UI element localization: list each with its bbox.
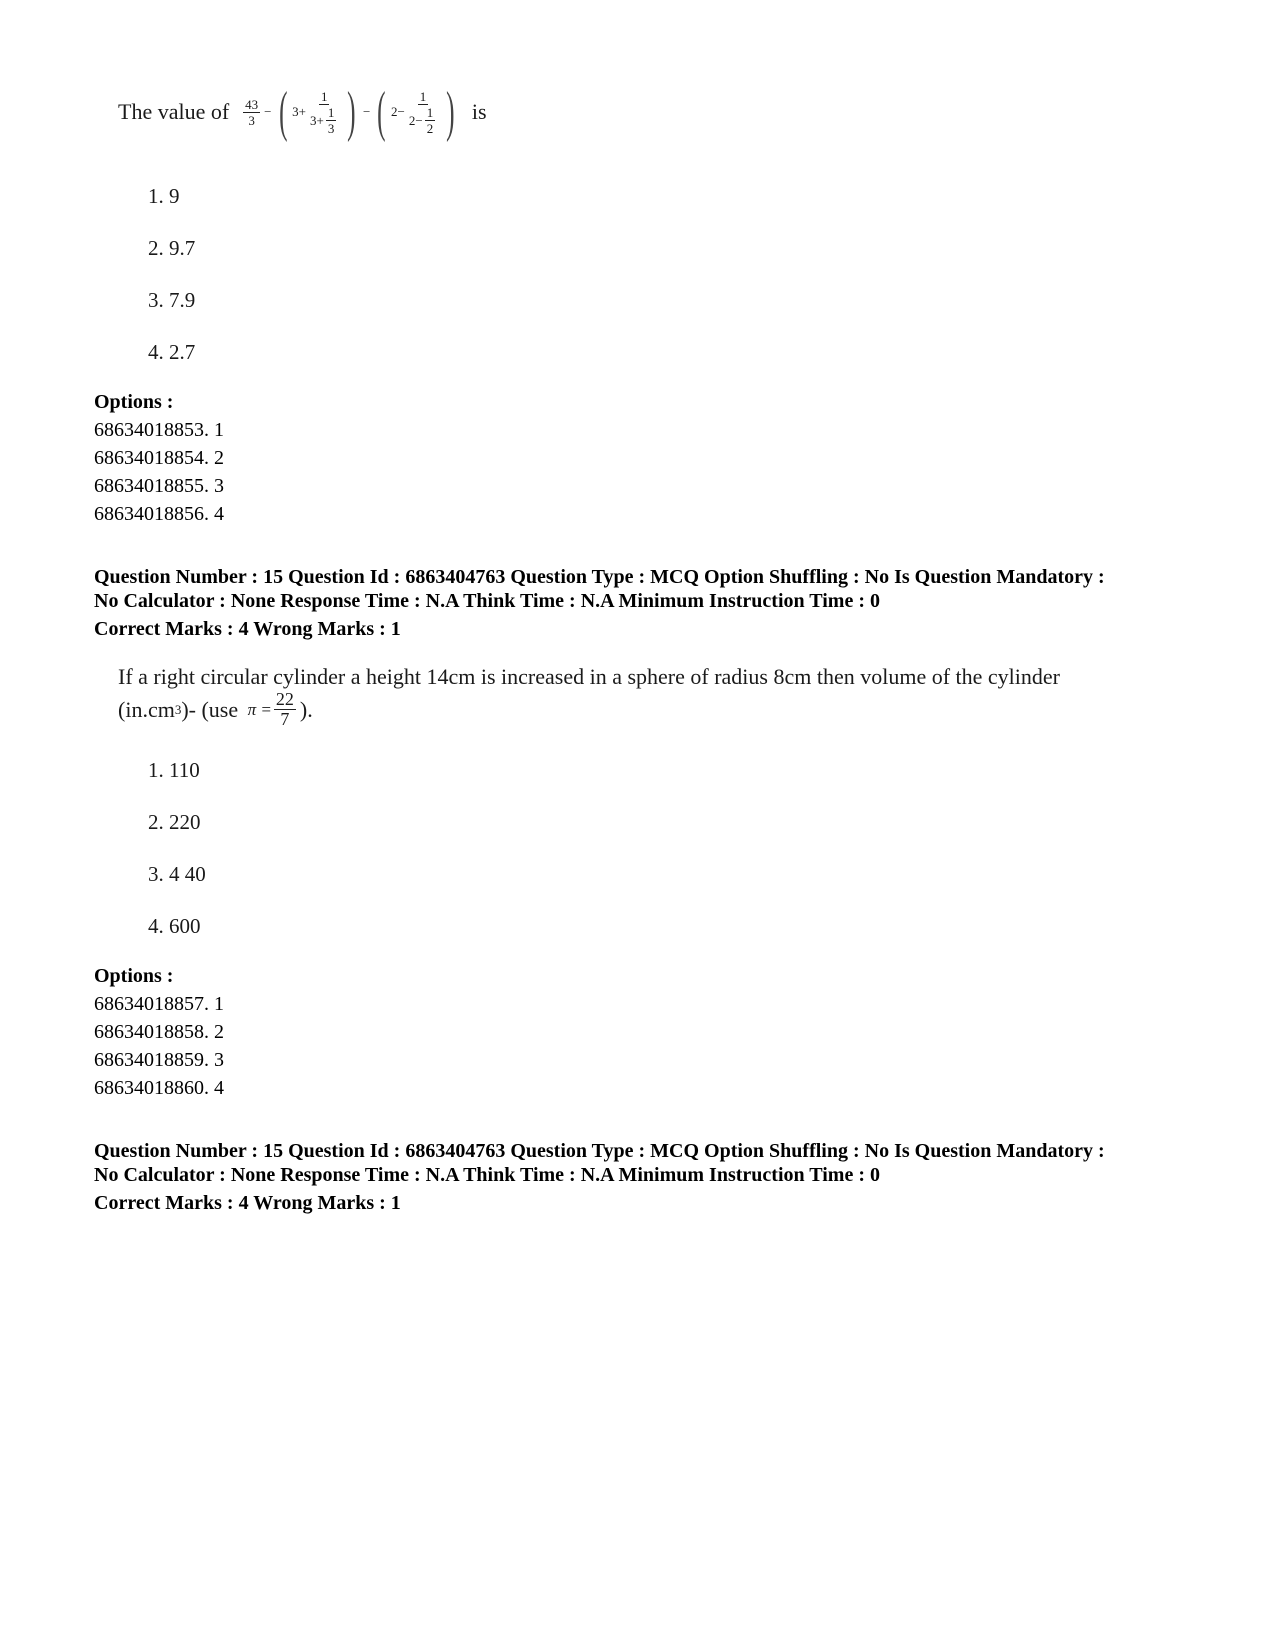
meta-line: Question Number : 15 Question Id : 6863404763 Question Type : MCQ Option Shuffling : No Is Question Mandatory : <box>94 566 1105 588</box>
fraction-22-7: $\frac{22}{7}$ <box>275 689 294 729</box>
choice-3: 3. 4 40 <box>148 862 206 886</box>
paren2-whole: 2− <box>391 104 405 119</box>
right-paren: ) <box>347 81 356 143</box>
paren1-whole: 3+ <box>292 104 307 119</box>
stem-line-1: If a right circular cylinder a height 14cm is increased in a sphere of radius 8cm then volume of the cylinder <box>118 664 1060 689</box>
option-id-row: 68634018853. 1 <box>94 419 224 441</box>
choice-4: 4. 2.7 <box>148 340 196 364</box>
minus-sign: − <box>264 104 272 119</box>
meta-line: No Calculator : None Response Time : N.A Think Time : N.A Minimum Instruction Time : 0 <box>94 590 880 612</box>
stem-prefix: The value of <box>118 99 230 124</box>
continued-fraction-1: 1 3+ $\frac{1}{3}$ <box>310 88 335 136</box>
option-id-row: 68634018856. 4 <box>94 503 224 525</box>
stem-line-2: (in.cm 3 )- (use π = $\frac{22}{7}$ ). <box>118 689 313 729</box>
choice-2: 2. 220 <box>148 810 201 834</box>
pi-symbol: π = <box>247 699 272 719</box>
option-id-row: 68634018859. 3 <box>94 1049 224 1071</box>
question-stem-2 <box>118 664 1060 729</box>
options-label: Options : <box>94 391 174 413</box>
option-id-row: 68634018855. 3 <box>94 475 224 497</box>
meta-line: Correct Marks : 4 Wrong Marks : 1 <box>94 618 401 640</box>
option-id-row: 68634018857. 1 <box>94 993 224 1015</box>
question-meta-1 <box>94 565 1105 641</box>
fraction-43-3: $\frac{43}{3}$ <box>245 96 259 128</box>
option-id-row: 68634018854. 2 <box>94 447 224 469</box>
choice-1: 1. 9 <box>148 184 180 208</box>
option-id-row: 68634018858. 2 <box>94 1021 224 1043</box>
left-paren: ( <box>278 81 288 143</box>
continued-fraction-2: 1 2− $\frac{1}{2}$ <box>408 88 434 136</box>
math-expression <box>241 81 460 143</box>
right-paren-2: ) <box>446 81 455 143</box>
choice-3: 3. 7.9 <box>148 288 196 312</box>
choice-4: 4. 600 <box>148 914 201 938</box>
minus-sign-2: − <box>363 104 371 119</box>
stem-suffix: is <box>471 99 487 124</box>
choice-2: 2. 9.7 <box>148 236 196 260</box>
option-id-row: 68634018860. 4 <box>94 1077 224 1099</box>
question-stem-1 <box>118 81 487 143</box>
choice-1: 1. 110 <box>148 758 200 782</box>
question-meta-2 <box>94 1139 1105 1215</box>
meta-line: No Calculator : None Response Time : N.A Think Time : N.A Minimum Instruction Time : 0 <box>94 1164 880 1186</box>
meta-line: Correct Marks : 4 Wrong Marks : 1 <box>94 1192 401 1214</box>
meta-line: Question Number : 15 Question Id : 6863404763 Question Type : MCQ Option Shuffling : No Is Question Mandatory : <box>94 1140 1105 1162</box>
left-paren-2: ( <box>377 81 386 143</box>
options-label: Options : <box>94 965 174 987</box>
